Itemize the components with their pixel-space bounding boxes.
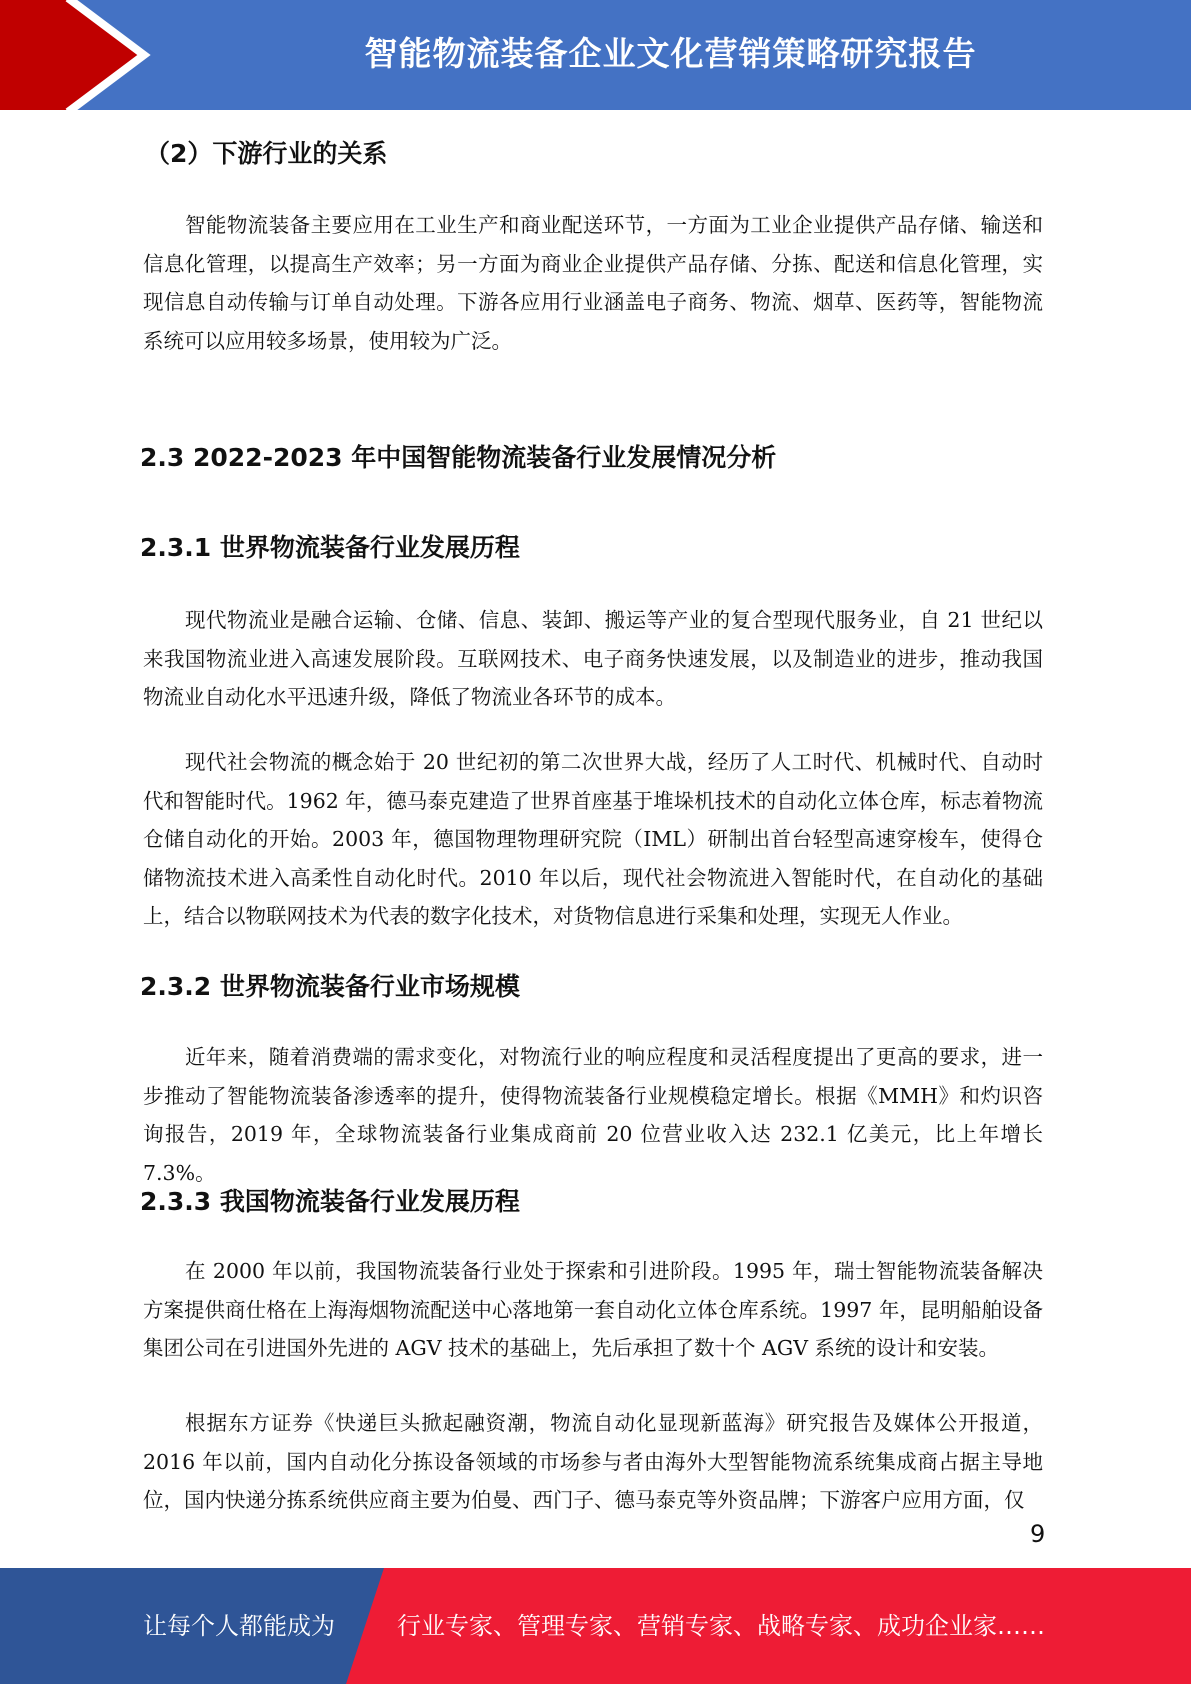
paragraph-2-3-2: 近年来，随着消费端的需求变化，对物流行业的响应程度和灵活程度提出了更高的要求，进一步推动了智能物流装备渗透率的提升，使得物流装备行业规模稳定增长。根据《MMH》和灼识咨询报告，2019 年，全球物流装备行业集成商前 20 位营业收入达 232.1 亿美元，比上年增长 7.3%。 — [143, 1045, 1043, 1185]
paragraph-2-3-1-a: 现代物流业是融合运输、仓储、信息、装卸、搬运等产业的复合型现代服务业，自 21 世纪以来我国物流业进入高速发展阶段。互联网技术、电子商务快速发展，以及制造业的进步，推动我国物流业自动化水平迅速升级，降低了物流业各环节的成本。 — [143, 608, 1043, 709]
heading-downstream: （2）下游行业的关系 — [145, 139, 388, 168]
footer-slogan-left: 让每个人都能成为 — [143, 1612, 335, 1640]
heading-2-3: 2.3 2022-2023 年中国智能物流装备行业发展情况分析 — [140, 443, 777, 472]
paragraph-2-3-3-b: 根据东方证券《快递巨头掀起融资潮，物流自动化显现新蓝海》研究报告及媒体公开报道，2016 年以前，国内自动化分拣设备领域的市场参与者由海外大型智能物流系统集成商占据主导地位，国内快递分拣系统供应商主要为伯曼、西门子、德马泰克等外资品牌；下游客户应用方面，仅 — [143, 1411, 1043, 1512]
paragraph-downstream: 智能物流装备主要应用在工业生产和商业配送环节，一方面为工业企业提供产品存储、输送和信息化管理，以提高生产效率；另一方面为商业企业提供产品存储、分拣、配送和信息化管理，实现信息自动传输与订单自动处理。下游各应用行业涵盖电子商务、物流、烟草、医药等，智能物流系统可以应用较多场景，使用较为广泛。 — [143, 213, 1043, 353]
document-title: 智能物流装备企业文化营销策略研究报告 — [364, 34, 977, 73]
paragraph-2-3-1-b: 现代社会物流的概念始于 20 世纪初的第二次世界大战，经历了人工时代、机械时代、自动时代和智能时代。1962 年，德马泰克建造了世界首座基于堆垛机技术的自动化立体仓库，标志着物流仓储自动化的开始。2003 年，德国物理物理研究院（IML）研制出首台轻型高速穿梭车，使得仓储物流技术进入高柔性自动化时代。2010 年以后，现代社会物流进入智能时代，在自动化的基础上，结合以物联网技术为代表的数字化技术，对货物信息进行采集和处理，实现无人作业。 — [143, 750, 1043, 928]
footer-slogan-right: 行业专家、管理专家、营销专家、战略专家、成功企业家…… — [397, 1612, 1045, 1640]
paragraph-2-3-3-a: 在 2000 年以前，我国物流装备行业处于探索和引进阶段。1995 年，瑞士智能物流装备解决方案提供商仕格在上海海烟物流配送中心落地第一套自动化立体仓库系统。1997 年，昆明船舶设备集团公司在引进国外先进的 AGV 技术的基础上，先后承担了数十个 AGV 系统的设计和安装。 — [143, 1259, 1043, 1360]
page-number: 9 — [1030, 1520, 1046, 1548]
heading-2-3-3: 2.3.3 我国物流装备行业发展历程 — [140, 1187, 520, 1216]
header-chevron-decoration — [0, 0, 170, 110]
page-header — [0, 0, 1191, 110]
heading-2-3-1: 2.3.1 世界物流装备行业发展历程 — [140, 533, 520, 562]
heading-2-3-2: 2.3.2 世界物流装备行业市场规模 — [140, 972, 520, 1001]
page-footer — [0, 1568, 1191, 1684]
